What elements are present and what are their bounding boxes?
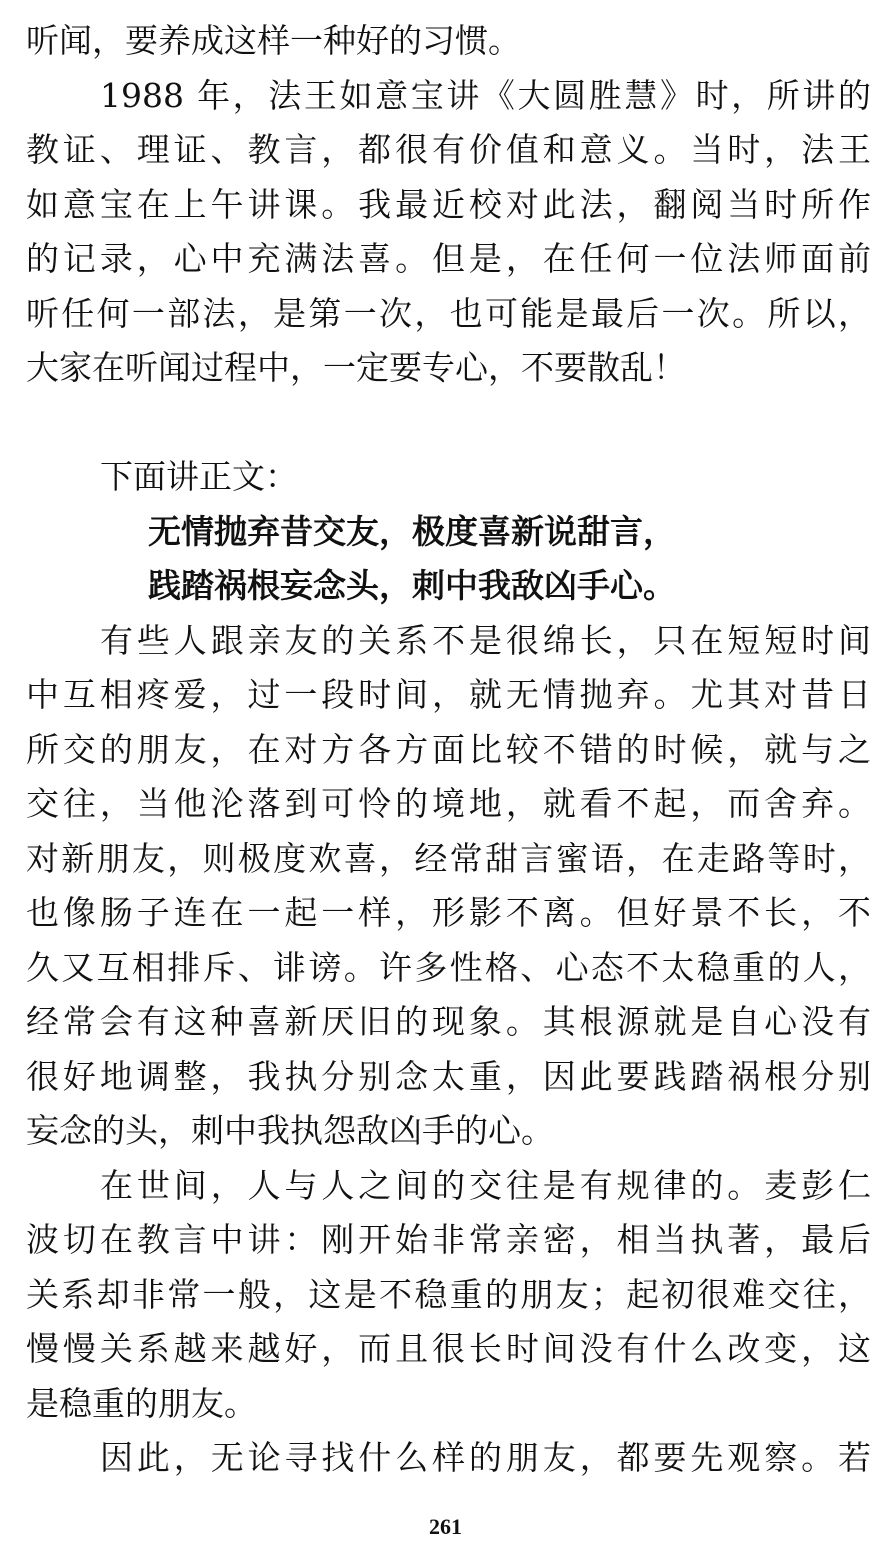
verse-line: 无情抛弃昔交友，极度喜新说甜言， — [148, 511, 676, 551]
text-line: 对新朋友，则极度欢喜，经常甜言蜜语，在走路等时， — [26, 838, 871, 878]
text-line: 1988 年，法王如意宝讲《大圆胜慧》时，所讲的 — [100, 75, 871, 115]
text-line: 中互相疼爱，过一段时间，就无情抛弃。尤其对昔日 — [26, 675, 871, 714]
text-line: 所交的朋友，在对方各方面比较不错的时候，就与之 — [26, 729, 871, 769]
text-line: 如意宝在上午讲课。我最近校对此法，翻阅当时所作 — [26, 184, 871, 224]
section-intro: 下面讲正文： — [100, 457, 298, 496]
text-line: 波切在教言中讲：刚开始非常亲密，相当执著，最后 — [26, 1220, 871, 1259]
text-line: 久又互相排斥、诽谤。许多性格、心态不太稳重的人， — [26, 947, 871, 987]
page-number: 261 — [429, 1514, 462, 1539]
verse-line: 践踏祸根妄念头，刺中我敌凶手心。 — [148, 566, 676, 605]
text-line: 听闻，要养成这样一种好的习惯。 — [26, 21, 521, 60]
text-line: 是稳重的朋友。 — [26, 1383, 257, 1423]
blank-line — [26, 396, 871, 451]
text-line: 慢慢关系越来越好，而且很长时间没有什么改变，这 — [26, 1329, 871, 1368]
text-line: 也像肠子连在一起一样，形影不离。但好景不长，不 — [26, 893, 871, 932]
text-line: 有些人跟亲友的关系不是很绵长，只在短短时间 — [100, 620, 871, 660]
text-line: 教证、理证、教言，都很有价值和意义。当时，法王 — [26, 130, 871, 169]
text-line: 听任何一部法，是第一次，也可能是最后一次。所以， — [26, 293, 871, 333]
body-text — [26, 14, 871, 1486]
text-line: 经常会有这种喜新厌旧的现象。其根源就是自心没有 — [26, 1002, 871, 1041]
text-line: 妄念的头，刺中我执怨敌凶手的心。 — [26, 1111, 554, 1150]
text-line: 交往，当他沦落到可怜的境地，就看不起，而舍弃。 — [26, 784, 871, 823]
text-line: 在世间，人与人之间的交往是有规律的。麦彭仁 — [100, 1165, 871, 1205]
text-line: 的记录，心中充满法喜。但是，在任何一位法师面前 — [26, 239, 871, 278]
text-line: 大家在听闻过程中，一定要专心，不要散乱！ — [26, 348, 686, 387]
text-line: 关系却非常一般，这是不稳重的朋友；起初很难交往， — [26, 1274, 871, 1314]
text-line: 很好地调整，我执分别念太重，因此要践踏祸根分别 — [26, 1056, 871, 1096]
text-line: 因此，无论寻找什么样的朋友，都要先观察。若 — [100, 1438, 871, 1477]
